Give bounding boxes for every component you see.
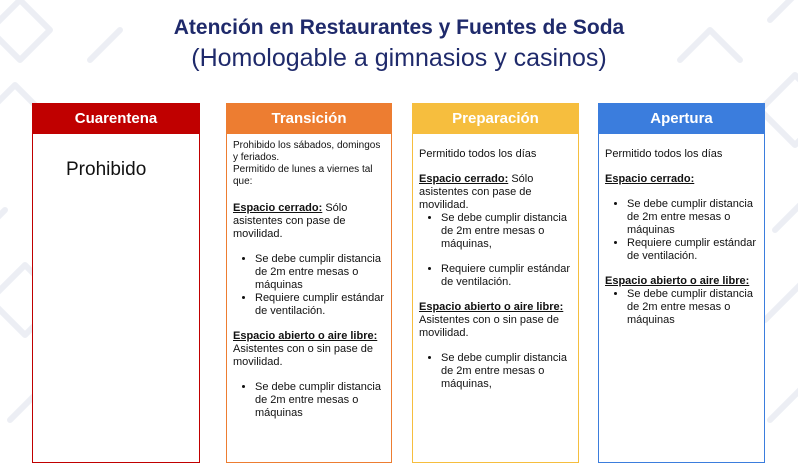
intro-text: Permitido todos los días <box>419 148 537 160</box>
list-item: • Requiere cumplir estándar de ventilación. <box>627 237 758 263</box>
title-line-2: (Homologable a gimnasios y casinos) <box>191 44 607 72</box>
column-header-cuarentena: Cuarentena <box>32 103 200 134</box>
list-item: • Requiere cumplir estándar de ventilación. <box>441 263 572 289</box>
column-cuarentena <box>32 103 200 463</box>
closed-space-list-2 <box>419 263 572 289</box>
closed-space-text: Sólo asistentes con pase de movilidad. <box>233 202 348 240</box>
page-title <box>0 14 798 74</box>
list-item: • Se debe cumplir distancia de 2m entre mesas o máquinas, <box>441 212 572 251</box>
open-space-text: Asistentes con o sin pase de movilidad. <box>233 343 374 368</box>
list-item: • Se debe cumplir distancia de 2m entre mesas o máquinas <box>255 253 385 292</box>
closed-space-block <box>419 173 572 212</box>
closed-space-heading: Espacio cerrado: <box>419 173 509 185</box>
list-item: • Se debe cumplir distancia de 2m entre mesas o máquinas, <box>441 352 572 391</box>
closed-space-text: Sólo asistentes con pase de movilidad. <box>419 173 534 211</box>
column-transicion <box>226 103 392 463</box>
column-body-transicion <box>226 134 392 463</box>
open-space-list <box>605 288 758 327</box>
column-header-transicion: Transición <box>226 103 392 134</box>
list-item: • Requiere cumplir estándar de ventilación. <box>255 292 385 318</box>
closed-space-heading: Espacio cerrado: <box>605 173 695 185</box>
open-space-heading: Espacio abierto o aire libre: <box>233 330 378 342</box>
open-space-text: Asistentes con o sin pase de movilidad. <box>419 314 560 339</box>
open-space-list <box>233 381 385 420</box>
column-body-cuarentena <box>32 134 200 463</box>
column-header-apertura: Apertura <box>598 103 765 134</box>
intro-text: Prohibido los sábados, domingos y feriados. <box>233 140 381 163</box>
column-preparacion <box>412 103 579 463</box>
closed-space-block <box>233 202 385 241</box>
closed-space-list <box>233 253 385 318</box>
list-item: • Se debe cumplir distancia de 2m entre mesas o máquinas <box>627 288 758 327</box>
column-apertura <box>598 103 765 463</box>
open-space-heading: Espacio abierto o aire libre: <box>419 301 564 313</box>
list-item: • Se debe cumplir distancia de 2m entre mesas o máquinas <box>627 198 758 237</box>
prohibited-text: Prohibido <box>66 159 147 180</box>
column-body-apertura <box>598 134 765 463</box>
list-item: • Se debe cumplir distancia de 2m entre mesas o máquinas <box>255 381 385 420</box>
column-header-preparacion: Preparación <box>412 103 579 134</box>
open-space-heading: Espacio abierto o aire libre: <box>605 275 750 287</box>
intro-text: Permitido todos los días <box>605 148 723 160</box>
title-line-1: Atención en Restaurantes y Fuentes de Soda <box>173 16 625 39</box>
closed-space-list <box>605 198 758 263</box>
closed-space-heading: Espacio cerrado: <box>233 202 323 214</box>
intro-text-2: Permitido de lunes a viernes tal que: <box>233 164 373 187</box>
open-space-list <box>419 352 572 391</box>
column-body-preparacion <box>412 134 579 463</box>
closed-space-list <box>419 212 572 251</box>
